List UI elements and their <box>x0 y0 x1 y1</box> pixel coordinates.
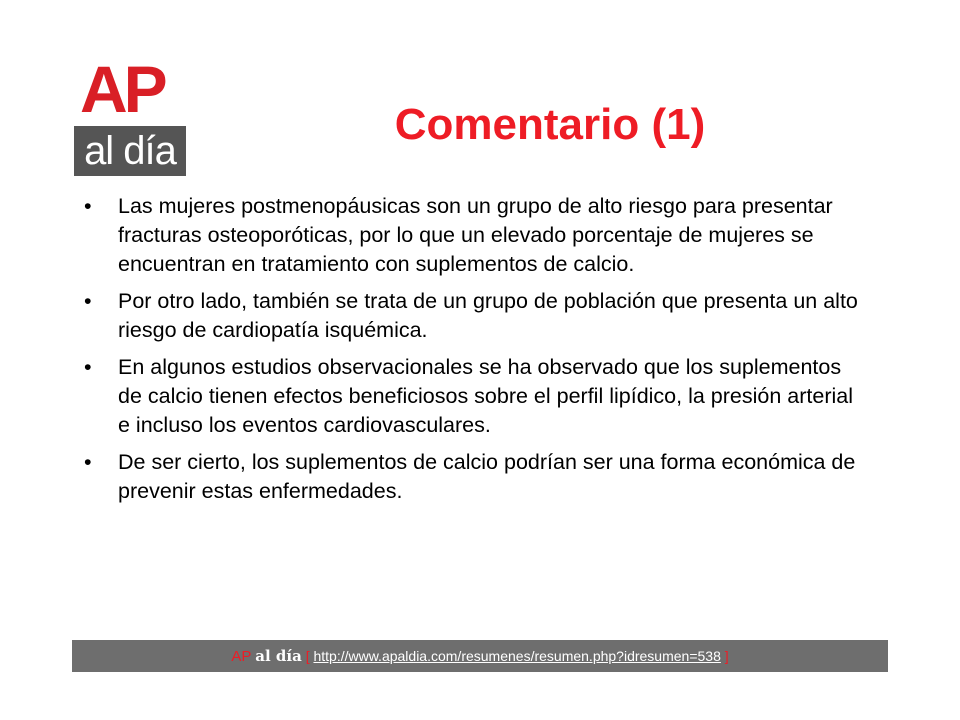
footer-bracket-open: [ <box>305 648 310 664</box>
bullet-marker: • <box>84 355 92 379</box>
bullet-item <box>84 448 864 506</box>
footer-brand-ap: AP <box>231 648 252 665</box>
bullet-text: Las mujeres postmenopáusicas son un grupo de alto riesgo para presentar fracturas osteoporóticas, por lo que un elevado porcentaje de mujeres se encuentran en tratamiento con suplementos de calcio. <box>118 194 833 276</box>
footer-bar <box>72 640 888 672</box>
slide-title: Comentario (1) <box>394 100 706 149</box>
footer-source-link[interactable]: http://www.apaldia.com/resumenes/resumen.php?idresumen=538 <box>313 648 721 664</box>
logo-ap-text: AP <box>80 52 164 126</box>
bullet-marker: • <box>84 194 92 218</box>
bullet-text: Por otro lado, también se trata de un grupo de población que presenta un alto riesgo de cardiopatía isquémica. <box>118 289 858 342</box>
apaldia-logo <box>72 52 190 182</box>
footer-bracket-close: ] <box>724 648 729 664</box>
bullet-marker: • <box>84 450 92 474</box>
bullet-text: De ser cierto, los suplementos de calcio podrían ser una forma económica de prevenir estas enfermedades. <box>118 450 856 503</box>
footer-brand-aldia: al día <box>255 647 302 665</box>
bullet-item <box>84 353 864 440</box>
bullet-list <box>84 192 864 514</box>
bullet-item <box>84 287 864 345</box>
bullet-text: En algunos estudios observacionales se ha observado que los suplementos de calcio tienen efectos beneficiosos sobre el perfil lipídico, la presión arterial e incluso los eventos cardiovasculares. <box>118 355 853 437</box>
logo-aldia-box: al día <box>74 126 186 176</box>
bullet-item <box>84 192 864 279</box>
bullet-marker: • <box>84 289 92 313</box>
